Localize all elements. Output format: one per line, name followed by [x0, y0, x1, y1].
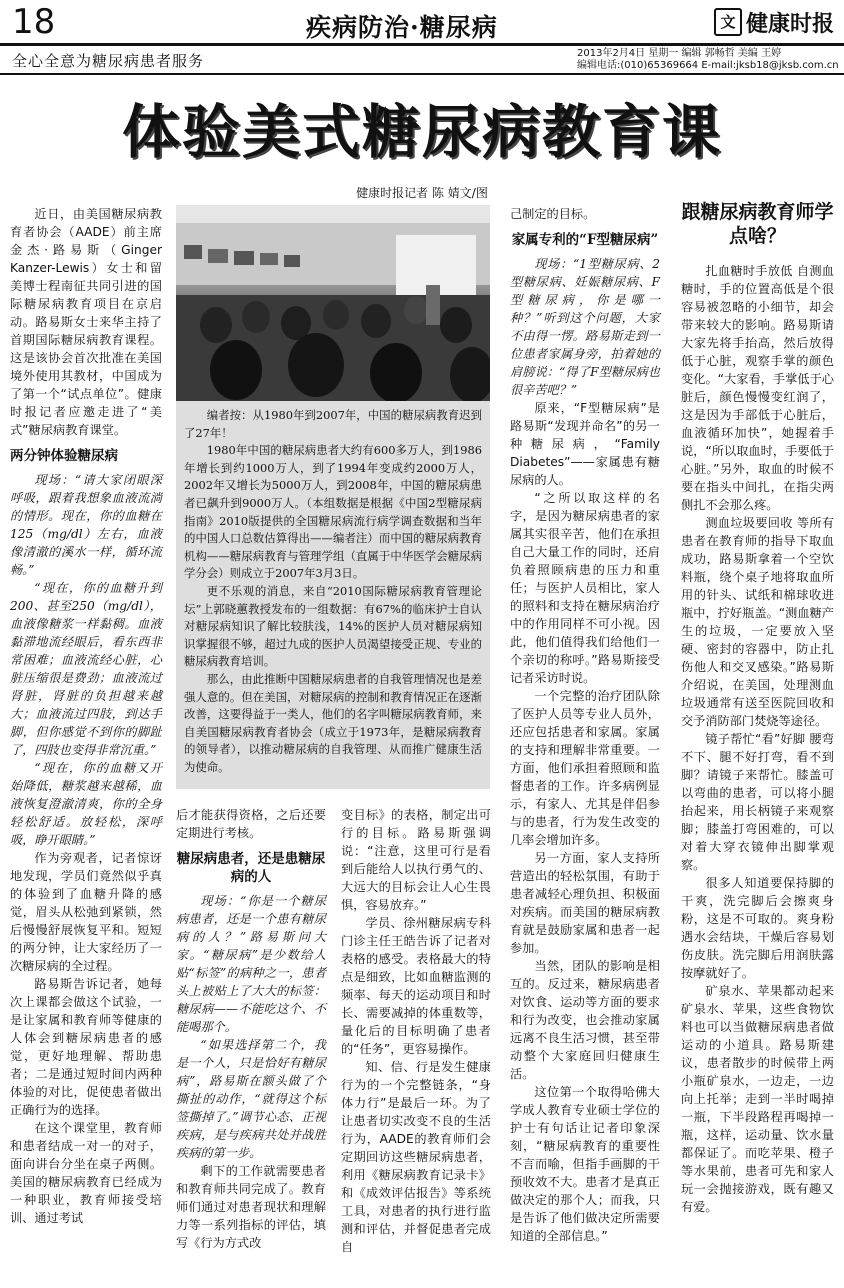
date-editor-line: 2013年2月4日 星期一 编辑 郭畅哲 美编 王婷	[577, 48, 782, 59]
paragraph: “现在，你的血糖又开始降低，糖浆越来越稀，血液恢复澄澈清爽，你的全身轻松舒适。放轻松，深呼吸，睁开眼睛。”	[10, 761, 162, 847]
paragraph: 剩下的工作就需要患者和教育师共同完成了。教育师们通过对患者现状和理解力等一系列指标的评估，填写《行为方式改	[176, 1164, 326, 1250]
contact-line: 编辑电话:(010)65369664 E-mail:jksb18@jksb.com.cn	[577, 60, 839, 71]
subhead-patient-or-person: 糖尿病患者，还是患糖尿病的人	[176, 851, 326, 885]
masthead-rule-bottom	[0, 73, 844, 75]
paragraph: 更不乐观的消息，来自“2010国际糖尿病教育管理论坛”上郭晓蕙教授发布的一组数据：有67%的临床护士自认对糖尿病知识了解比较肤浅，14%的医护人员对糖尿病知识掌握很不够，超过九成的医护人员渴望接受正规、专业的糖尿病教育培训。	[184, 583, 482, 669]
sidebar-tips	[681, 200, 834, 1216]
masthead-rule-top	[0, 43, 844, 46]
paragraph: 那么，由此推断中国糖尿病患者的自我管理情况也是差强人意的。但在美国，对糖尿病的控制和教育情况正在逐渐改善，这要得益于一类人，他们的名字叫糖尿病教育师，来自美国糖尿病教育者协会（成立于1973年，是糖尿病教育的领导者），以推动糖尿病的自我管理、从而推广健康生活为使命。	[184, 671, 482, 774]
subhead-two-minutes: 两分钟体验糖尿病	[10, 448, 118, 464]
paragraph: “之所以取这样的名字，是因为糖尿病患者的家属其实很辛苦，他们在承担自己大量工作的同时，还肩负着照顾病患的压力和重任；与医护人员相比，家人的照料和支持在糖尿病治疗中的作用同样不可小视。因此，他们值得我们给他们一个亲切的称呼。”路易斯接受记者采访时说。	[510, 491, 660, 685]
paragraph: 作为旁观者，记者惊讶地发现，学员们竟然似乎真的体验到了血糖升降的感觉，眉头从松弛到紧锁，然后慢慢舒展恢复平和。短短的两分钟，让大家经历了一次糖尿病的全过程。	[10, 851, 162, 973]
column-4	[510, 205, 660, 1245]
paragraph: 一个完整的治疗团队除了医护人员等专业人员外，还应包括患者和家属。家属的支持和理解非常重要。一方面，他们承担着照顾和监督患者的工作。许多病例显示，有家人、尤其是伴侣参与的患者，行为发生改变的几率会增加许多。	[510, 689, 660, 847]
sidebar-title: 跟糖尿病教育师学点啥？	[681, 201, 834, 247]
paper-name: 健康时报	[746, 10, 835, 37]
paragraph: 知、信、行是发生健康行为的一个完整链条，“身体力行”是最后一环。为了让患者切实改变不良的生活行为，AADE的教育师们会定期回访这些糖尿病患者，利用《糖尿病教育记录卡》和《成效评估报告》等系统工具，对患者的执行进行监测和评估，并督促患者完成自	[341, 1060, 491, 1254]
logo-mark-icon: 文	[714, 8, 742, 36]
tip-paragraph: 测血垃圾要回收 等所有患者在教育师的指导下取血成功，路易斯拿着一个空饮料瓶，绕个桌子地将取血所用的针头、试纸和棉球收进瓶中，拧好瓶盖。“测血糖产生的垃圾，一定要放入坚硬、密封的容器中，防止扎伤他人和交叉感染。”路易斯介绍说，在美国，处理测血垃圾通常有送至医院回收和交予消防部门焚烧等途径。	[681, 516, 834, 728]
column-1	[10, 205, 162, 1227]
slogan: 全心全意为糖尿病患者服务	[12, 52, 205, 70]
tip-paragraph: 矿泉水、苹果都动起来 矿泉水、苹果，这些食物饮料也可以当做糖尿病患者做运动的小道具。路易斯建议，患者散步的时候带上两小瓶矿泉水，一边走，一边向上托举；走到一半时喝掉一瓶，下半段路程再喝掉一瓶，这样，运动量、饮水量都保证了。而吃苹果、橙子等水果前，患者可先和家人玩一会抛接游戏，既有趣又有爱。	[681, 984, 834, 1214]
paragraph: 另一方面，家人支持所营造出的轻松氛围，有助于患者减轻心理负担、积极面对疾病。而美国的糖尿病教育就是鼓励家属和患者一起参加。	[510, 851, 660, 955]
tip-paragraph: 扎血糖时手放低 自测血糖时，手的位置高低是个很容易被忽略的小细节，却会带来较大的影响。路易斯请大家先将手抬高，然后放得低于心脏，观察手掌的颜色变化。“大家看，手掌低于心脏后，颜色慢慢变红润了，这是因为手部低于心脏后，血液循环加快”，她握着手说，“所以取血时，手要低于心脏。”另外，取血的时候不要在指头中间扎，在指尖两侧扎不会那么疼。	[681, 264, 834, 512]
column-2	[176, 806, 326, 1252]
editor-note	[176, 401, 490, 789]
subhead-f-type: 家属专利的“F型糖尿病”	[511, 232, 659, 248]
paragraph: 现场：“请大家闭眼深呼吸，跟着我想象血液流淌的情形。现在，你的血糖在125（mg/dl）左右，血液像清澈的溪水一样，循环流畅。”	[10, 473, 162, 577]
paragraph: 学员、徐州糖尿病专科门诊主任王皓告诉了记者对表格的感受。表格最大的特点是细致，比如血糖监测的频率、每天的运动项目和时长、需要减掉的体重数等，量化后的目标明确了患者的“任务”，更容易操作。	[341, 916, 491, 1056]
paragraph: 当然，团队的影响是相互的。反过来，糖尿病患者对饮食、运动等方面的要求和行为改变，也会推动家属远离不良生活习惯，甚至带动整个大家庭回归健康生活。	[510, 959, 660, 1081]
paragraph: 现场：“1型糖尿病、2型糖尿病、妊娠糖尿病、F型糖尿病，你是哪一种？”听到这个问题，大家不由得一愣。路易斯走到一位患者家属身旁，拍着她的肩膀说：“得了F型糖尿病也很辛苦吧？”	[510, 257, 660, 397]
paragraph: 在这个课堂里，教育师和患者结成一对一的对子，面向讲台分坐在桌子两侧。美国的糖尿病教育已经成为一种职业，教育师接受培训、通过考试	[10, 1121, 162, 1225]
paragraph: 原来，“F型糖尿病”是路易斯“发现并命名”的另一种糖尿病，“Family Diabetes”——家属患有糖尿病的人。	[510, 401, 660, 487]
paragraph: 现场：“你是一个糖尿病患者，还是一个患有糖尿病的人？”路易斯问大家。“糖尿病”是少数给人贴“标签”的病种之一，患者头上被贴上了大大的标签：糖尿病——不能吃这个、不能喝那个。	[176, 894, 326, 1034]
classroom-photo	[176, 205, 490, 401]
tip-paragraph: 很多人知道要保持脚的干爽，洗完脚后会擦爽身粉，这是不可取的。爽身粉遇水会结块，干燥后容易划伤皮肤。洗完脚后用润肤露按摩就好了。	[681, 876, 834, 980]
paper-logo	[714, 8, 834, 36]
masthead-meta	[577, 48, 839, 72]
column-3	[341, 806, 491, 1256]
tip-paragraph: 镜子帮忙“看”好脚 腰弯不下、腿不好打弯，看不到脚？请镜子来帮忙。膝盖可以弯曲的患者，可以将小腿抬起来，用长柄镜子来观察脚；膝盖打弯困难的，可以对着大穿衣镜伸出脚掌观察。	[681, 732, 834, 872]
intro-paragraph: 近日，由美国糖尿病教育者协会（AADE）前主席金杰·路易斯（Ginger Kanzer-Lewis）女士和留美博士程南征共同引进的国际糖尿病教育项目在京启动。路易斯女士来华主持了首期国际糖尿病教育课程。这是该协会首次批准在美国境外使用其教材，中国成为了第一个“试点单位”。健康时报记者应邀走进了“美式”糖尿病教育课堂。	[10, 207, 162, 437]
paragraph: 己制定的目标。	[510, 207, 596, 221]
page-number: 18	[12, 2, 56, 42]
paragraph: “现在，你的血糖升到200、甚至250（mg/dl），血液像糖浆一样黏稠。血液黏滞地流经眼后，看东西非常困难；血液流经心脏，心脏压缩很是费劲；血液流过肾脏，肾脏的负担越来越大；血液流过四肢，到达手脚，但你感觉不到你的脚趾了，四肢也变得非常沉重。”	[10, 581, 162, 757]
paragraph: “如果选择第二个，我是一个人，只是恰好有糖尿病”，路易斯在额头做了个撕扯的动作，“就得这个标签撕掉了。”调节心态、正视疾病，是与疾病共处并战胜疾病的第一步。	[176, 1038, 326, 1160]
byline: 健康时报记者 陈 婧文/图	[356, 186, 488, 200]
section-title: 疾病防治·糖尿病	[306, 13, 498, 42]
paragraph: 这位第一个取得哈佛大学成人教育专业硕士学位的护士有句话让记者印象深刻，“糖尿病教育的重要性不言而喻，但指手画脚的干预收效不大。患者才是真正做决定的那个人；而我，只是告诉了他们做决定所需要知道的全部信息。”	[510, 1085, 660, 1243]
paragraph: 后才能获得资格，之后还要定期进行考核。	[176, 808, 326, 840]
paragraph: 1980年中国的糖尿病患者大约有600多万人，到1986年增长到约1000万人，到了1994年变成约2000万人，2002年又增长为5000万人，到2008年，中国的糖尿病患者已飙升到9000万人。（本组数据是根据《中国2型糖尿病指南》2010版提供的全国糖尿病流行病学调查数据和当年的中国人口总数估算得出——编者注）而中国的糖尿病教育机构——糖尿病教育与管理学组（直属于中华医学会糖尿病学分会）则成立于2007年3月3日。	[184, 443, 482, 581]
paragraph: 变目标》的表格，制定出可行的目标。路易斯强调说：“注意，这里可行是看到后能给人以执行勇气的、大远大的目标会让人心生畏惧，容易放弃。”	[341, 808, 491, 912]
paragraph: 路易斯告诉记者，她每次上课都会做这个试验，一是让家属和教育师等健康的人体会到糖尿病患者的感觉，更好地理解、帮助患者；二是通过短时间内两种体验的对比，促使患者做出正确行为的选择。	[10, 977, 162, 1117]
headline: 体验美式糖尿病教育课	[121, 98, 722, 166]
paragraph: 编者按：从1980年到2007年，中国的糖尿病教育迟到了27年！	[184, 408, 482, 440]
